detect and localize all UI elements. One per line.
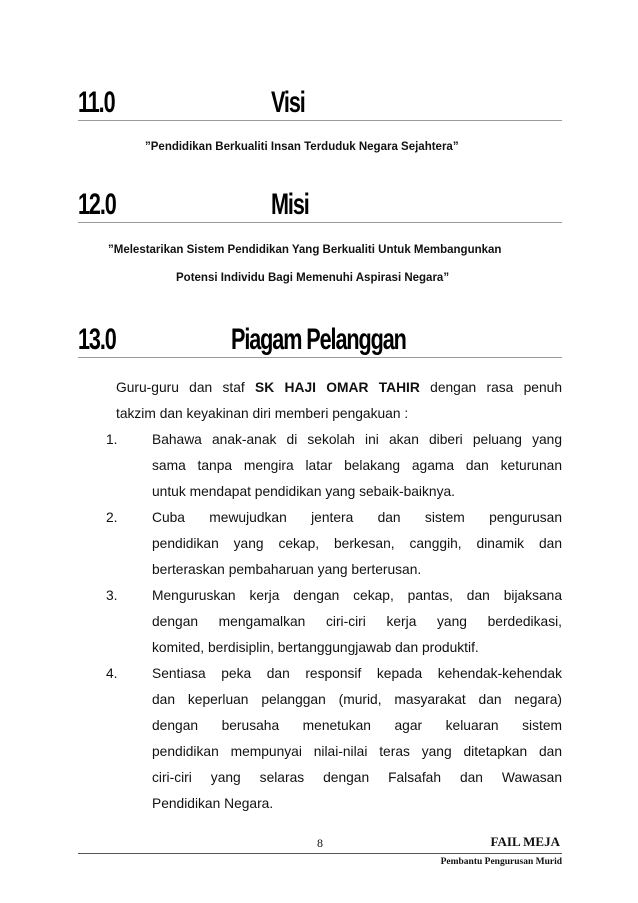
intro-line-2: takzim dan keyakinan diri memberi pengakuan : [116, 406, 409, 421]
list-item-number: 2. [106, 510, 118, 525]
misi-statement-line2: Potensi Individu Bagi Memenuhi Aspirasi Negara” [176, 272, 450, 284]
section-title: Visi [271, 86, 305, 119]
list-item [152, 505, 562, 583]
piagam-intro [116, 375, 562, 427]
list-item-line: dengan mengamalkan ciri-ciri kerja yang berdedikasi, [152, 614, 562, 629]
list-item-line: Cuba mewujudkan jentera dan sistem pengurusan [152, 510, 562, 525]
visi-statement: ”Pendidikan Berkualiti Insan Terduduk Negara Sejahtera” [145, 141, 459, 153]
list-item-number: 4. [106, 666, 118, 681]
list-item-line: Menguruskan kerja dengan cekap, pantas, dan bijaksana [152, 588, 562, 603]
list-item-line: dan keperluan pelanggan (murid, masyarakat dan negara) [152, 692, 562, 707]
footer-title: FAIL MEJA [490, 834, 560, 849]
section-number: 13.0 [78, 323, 116, 356]
list-item-line: pendidikan mempunyai nilai-nilai teras yang ditetapkan dan [152, 744, 562, 759]
list-item-line: ciri-ciri yang selaras dengan Falsafah dan Wawasan [152, 770, 562, 785]
list-item-line: sama tanpa mengira latar belakang agama dan keturunan [152, 458, 562, 473]
list-item-line: dengan berusaha menetukan agar keluaran sistem [152, 718, 562, 733]
intro-text: Guru-guru dan staf [116, 380, 256, 395]
school-name: SK HAJI OMAR TAHIR [255, 380, 420, 395]
section-heading-piagam [78, 315, 562, 358]
footer-divider [78, 853, 562, 854]
section-heading-misi [78, 180, 562, 223]
misi-statement-line1: ”Melestarikan Sistem Pendidikan Yang Berkualiti Untuk Membangunkan [108, 244, 502, 256]
section-title: Piagam Pelanggan [231, 323, 406, 356]
list-item-line: komited, berdisiplin, bertanggungjawab dan produktif. [152, 640, 479, 655]
list-item-number: 3. [106, 588, 118, 603]
section-number: 12.0 [78, 188, 116, 221]
footer-subtitle: Pembantu Pengurusan Murid [440, 857, 562, 867]
list-item-line: Sentiasa peka dan responsif kepada kehendak-kehendak [152, 666, 562, 681]
list-item [152, 427, 562, 505]
section-number: 11.0 [78, 86, 115, 119]
list-item [152, 583, 562, 661]
list-item-line: berteraskan pembaharuan yang berterusan. [152, 562, 422, 577]
list-item-number: 1. [106, 432, 118, 447]
section-heading-visi [78, 78, 562, 121]
intro-text: dengan rasa penuh [419, 380, 562, 395]
list-item-line: pendidikan yang cekap, berkesan, canggih, dinamik dan [152, 536, 562, 551]
section-title: Misi [271, 188, 309, 221]
list-item-line: Pendidikan Negara. [152, 796, 274, 811]
list-item [152, 661, 562, 817]
list-item-line: untuk mendapat pendidikan yang sebaik-baiknya. [152, 484, 455, 499]
list-item-line: Bahawa anak-anak di sekolah ini akan diberi peluang yang [152, 432, 562, 447]
page-number: 8 [317, 836, 323, 850]
